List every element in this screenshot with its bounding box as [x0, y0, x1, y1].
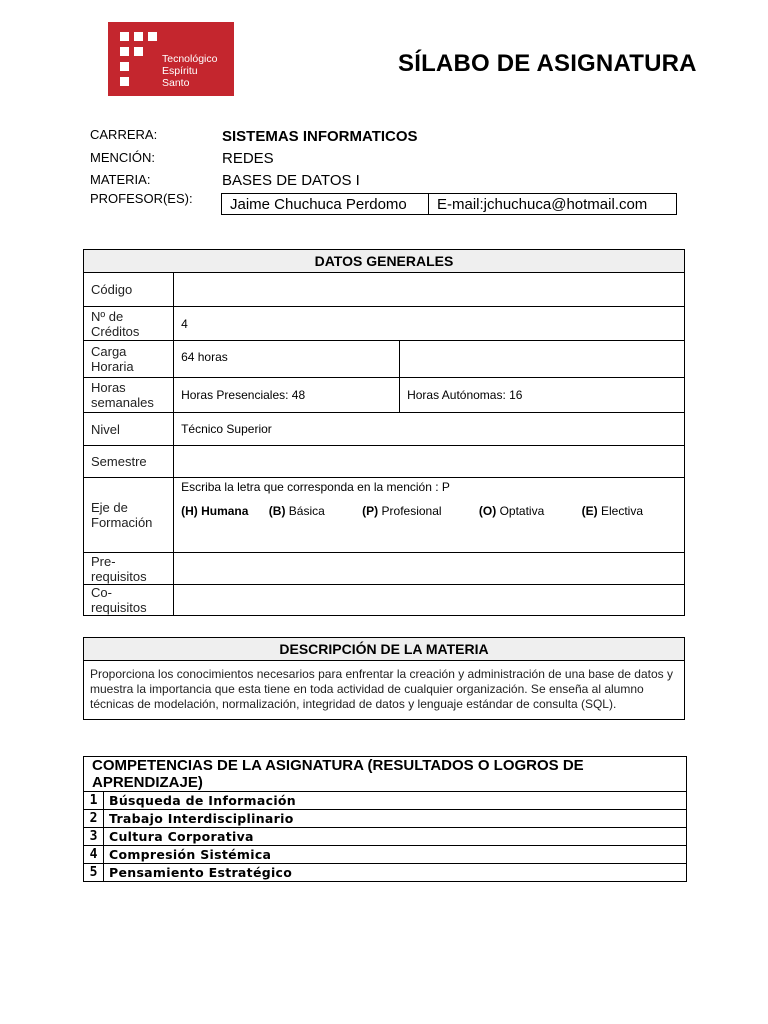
general-data-table: [83, 249, 685, 616]
general-data-title: DATOS GENERALES: [84, 250, 685, 273]
competencia-number: 5: [84, 864, 104, 882]
codigo-label: Código: [84, 273, 174, 307]
description-section: [83, 637, 685, 720]
institution-logo: [108, 22, 234, 96]
competencia-number: 3: [84, 828, 104, 846]
logo-text-line-2: Espíritu: [162, 65, 198, 77]
carrera-label: CARRERA:: [90, 127, 158, 142]
competencia-number: 2: [84, 810, 104, 828]
eje-option-optativa: (O) Optativa: [478, 504, 545, 518]
codigo-value: [174, 273, 685, 307]
coreq-label: Co-requisitos: [84, 585, 174, 616]
table-row: [84, 810, 687, 828]
eje-option-humana: (H) Humana: [181, 504, 249, 518]
competencia-number: 1: [84, 792, 104, 810]
document-title: SÍLABO DE ASIGNATURA: [398, 50, 697, 77]
nivel-value: Técnico Superior: [174, 413, 685, 446]
competencia-text: Cultura Corporativa: [104, 828, 687, 846]
semestre-value: [174, 446, 685, 478]
logo-text-line-3: Santo: [162, 77, 190, 89]
eje-option-electiva: (E) Electiva: [581, 504, 643, 518]
eje-option-basica: (B) Básica: [268, 504, 325, 518]
prereq-label: Pre-requisitos: [84, 553, 174, 585]
carga-value: 64 horas: [174, 341, 400, 378]
mencion-label: MENCIÓN:: [90, 150, 155, 165]
description-title: DESCRIPCIÓN DE LA MATERIA: [84, 638, 684, 661]
nivel-label: Nivel: [84, 413, 174, 446]
table-row: [84, 792, 687, 810]
semestre-label: Semestre: [84, 446, 174, 478]
semanales-label: Horas semanales: [84, 378, 174, 413]
competencia-text: Compresión Sistémica: [104, 846, 687, 864]
mencion-value: REDES: [222, 150, 274, 167]
table-row: [84, 864, 687, 882]
carrera-value: SISTEMAS INFORMATICOS: [222, 128, 418, 145]
table-row: [84, 846, 687, 864]
eje-cell: [174, 478, 685, 553]
profesor-label: PROFESOR(ES):: [90, 191, 193, 206]
description-text: Proporciona los conocimientos necesarios para enfrentar la creación y administración de una base de datos y muestra la importancia que esta tiene en toda actividad de cualquier organización. Se enseña al alumno técnicas de modelación, normalización, integridad de datos y lenguaje estándar de consulta (SQL).: [90, 667, 673, 711]
competencia-text: Pensamiento Estratégico: [104, 864, 687, 882]
table-row: [84, 828, 687, 846]
profesor-name: Jaime Chuchuca Perdomo: [221, 193, 429, 215]
creditos-label: Nº de Créditos: [84, 307, 174, 341]
horas-presenciales: Horas Presenciales: 48: [174, 378, 400, 413]
competencia-text: Búsqueda de Información: [104, 792, 687, 810]
eje-options: [181, 504, 677, 518]
competencia-number: 4: [84, 846, 104, 864]
competencias-table: [83, 756, 687, 882]
materia-value: BASES DE DATOS I: [222, 172, 360, 189]
eje-instruction: Escriba la letra que corresponda en la mención : P: [181, 480, 450, 494]
eje-option-profesional: (P) Profesional: [362, 504, 442, 518]
horas-autonomas: Horas Autónomas: 16: [400, 378, 685, 413]
competencias-title: COMPETENCIAS DE LA ASIGNATURA (RESULTADOS O LOGROS DE APRENDIZAJE): [84, 757, 687, 792]
competencia-text: Trabajo Interdisciplinario: [104, 810, 687, 828]
profesor-email: E-mail:jchuchuca@hotmail.com: [428, 193, 677, 215]
coreq-value: [174, 585, 685, 616]
materia-label: MATERIA:: [90, 172, 151, 187]
carga-empty-cell: [400, 341, 685, 378]
carga-label: Carga Horaria: [84, 341, 174, 378]
logo-text-line-1: Tecnológico: [162, 53, 218, 65]
eje-label: Eje de Formación: [84, 478, 174, 553]
creditos-value: 4: [174, 307, 685, 341]
prereq-value: [174, 553, 685, 585]
